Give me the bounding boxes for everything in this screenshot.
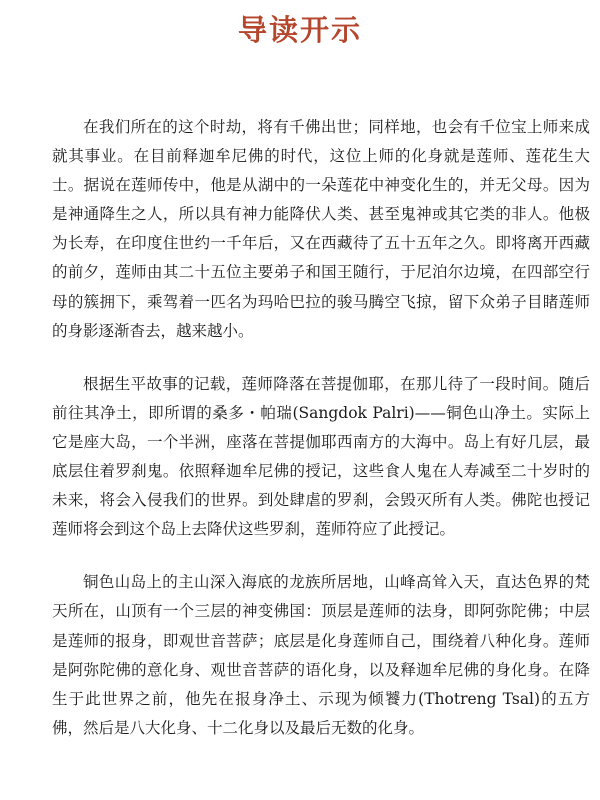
paragraph-3: 铜色山岛上的主山深入海底的龙族所居地，山峰高耸入天，直达色界的梵天所在，山顶有一个三层的神变佛国：顶层是莲师的法身，即阿弥陀佛；中层是莲师的报身，即观世音菩萨；底层是化身莲师自己，围绕着八种化身。莲师是阿弥陀佛的意化身、观世音菩萨的语化身，以及释迦牟尼佛的身化身。在降生于此世界之前，他先在报身净土、示现为倾饕力(Thotreng Tsal)的五方佛，然后是八大化身、十二化身以及最后无数的化身。 — [52, 573, 590, 737]
paragraph-2: 根据生平故事的记载，莲师降落在菩提伽耶，在那儿待了一段时间。随后前往其净土，即所谓的桑多・帕瑞(Sangdok Palri)——铜色山净土。实际上它是座大岛，一个半洲，座落在菩提伽耶西南方的大海中。岛上有好几层，最底层住着罗刹鬼。依照释迦牟尼佛的授记，这些食人鬼在人寿减至二十岁时的未来，将会入侵我们的世界。到处肆虐的罗刹，会毁灭所有人类。佛陀也授记莲师将会到这个岛上去降伏这些罗刹，莲师符应了此授记。 — [52, 374, 590, 539]
paragraph-1: 在我们所在的这个时劫，将有千佛出世；同样地，也会有千位宝上师来成就其事业。在目前释迦牟尼佛的时代，这位上师的化身就是莲师、莲花生大士。据说在莲师传中，他是从湖中的一朵莲花中神变化生的，并无父母。因为是神通降生之人，所以具有神力能降伏人类、甚至鬼神或其它类的非人。他极为长寿，在印度住世约一千年后，又在西藏待了五十五年之久。即将离开西藏的前夕，莲师由其二十五位主要弟子和国王随行，于尼泊尔边境，在四部空行母的簇拥下，乘驾着一匹名为玛哈巴拉的骏马腾空飞掠，留下众弟子目睹莲师的身影逐渐杳去，越来越小。 — [52, 118, 590, 340]
page-title: 导读开示 — [237, 13, 362, 47]
document-body — [52, 113, 590, 767]
